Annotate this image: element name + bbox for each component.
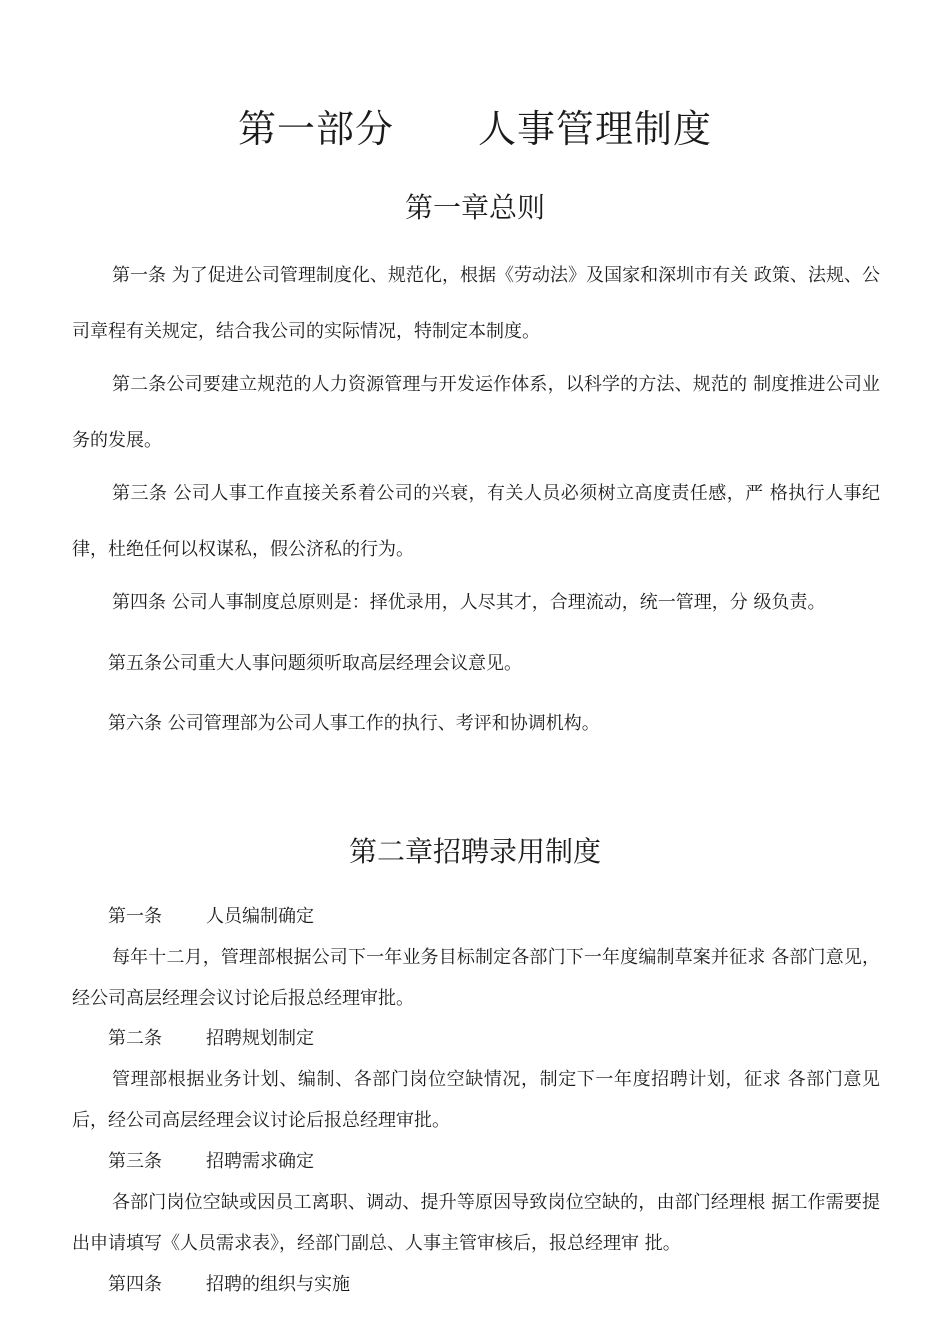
chapter-1-title: 第一章总则 bbox=[404, 191, 545, 224]
chapter-2-article-3-body: 各部门岗位空缺或因员工离职、调动、提升等原因导致岗位空缺的，由部门经理根 据工作需要提出申请填写《人员需求表》，经部门副总、人事主管审核后，报总经理审 批。 bbox=[72, 1192, 880, 1254]
article-heading: 招聘需求确定 bbox=[206, 1151, 314, 1172]
article-number: 第二条 bbox=[108, 1028, 162, 1049]
article-number: 第三条 bbox=[108, 1151, 162, 1172]
article-number: 第四条 bbox=[108, 1274, 162, 1295]
chapter-2-article-4-heading bbox=[108, 1264, 350, 1305]
part-title bbox=[0, 102, 950, 156]
chapter-2-article-2-heading bbox=[108, 1018, 314, 1059]
part-label: 第一部分 bbox=[237, 107, 394, 151]
article-heading: 招聘规划制定 bbox=[206, 1028, 314, 1049]
part-name: 人事管理制度 bbox=[478, 107, 713, 151]
chapter-2-title: 第二章招聘录用制度 bbox=[348, 835, 601, 868]
article-heading: 招聘的组织与实施 bbox=[206, 1274, 350, 1295]
chapter-2-article-1-body: 每年十二月，管理部根据公司下一年业务目标制定各部门下一年度编制草案并征求 各部门意见，经公司高层经理会议讨论后报总经理审批。 bbox=[72, 947, 880, 1009]
chapter-2-article-3-heading bbox=[108, 1141, 314, 1182]
article-number: 第一条 bbox=[108, 906, 162, 927]
chapter-1-article-4: 第四条 公司人事制度总原则是：择优录用，人尽其才，合理流动，统一管理，分 级负责。 bbox=[112, 592, 826, 613]
chapter-1-article-6: 第六条 公司管理部为公司人事工作的执行、考评和协调机构。 bbox=[108, 713, 600, 734]
chapter-1-article-2: 第二条公司要建立规范的人力资源管理与开发运作体系，以科学的方法、规范的 制度推进公司业务的发展。 bbox=[72, 374, 880, 451]
chapter-1-article-1: 第一条 为了促进公司管理制度化、规范化，根据《劳动法》及国家和深圳市有关 政策、法规、公司章程有关规定，结合我公司的实际情况，特制定本制度。 bbox=[72, 265, 880, 342]
article-heading: 人员编制确定 bbox=[206, 906, 314, 927]
chapter-2-article-2-body: 管理部根据业务计划、编制、各部门岗位空缺情况，制定下一年度招聘计划，征求 各部门意见后，经公司高层经理会议讨论后报总经理审批。 bbox=[72, 1069, 880, 1131]
chapter-1-article-5: 第五条公司重大人事问题须听取高层经理会议意见。 bbox=[108, 653, 522, 674]
chapter-2-article-1-heading bbox=[108, 896, 314, 937]
chapter-1-article-3: 第三条 公司人事工作直接关系着公司的兴衰，有关人员必须树立高度责任感，严 格执行人事纪律，杜绝任何以权谋私，假公济私的行为。 bbox=[72, 483, 880, 560]
